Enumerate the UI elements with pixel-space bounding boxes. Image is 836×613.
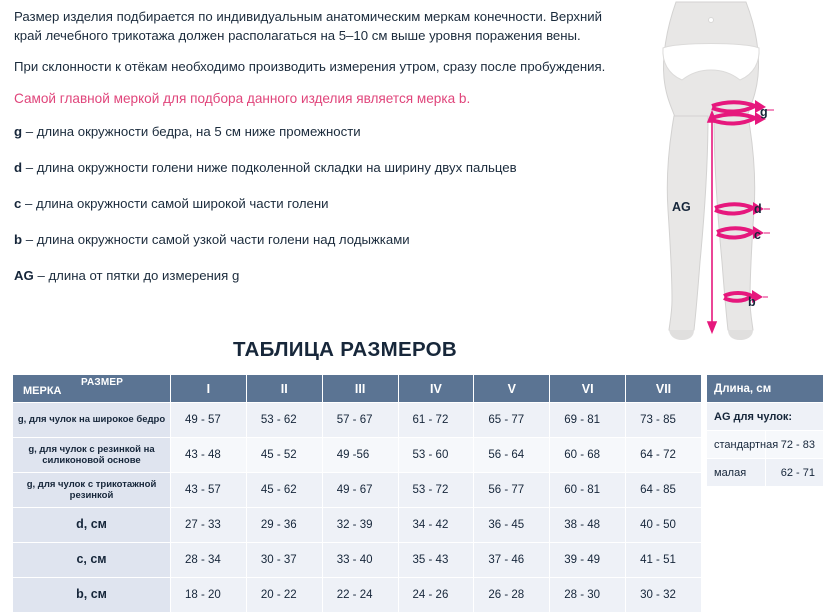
cell-value: 34 - 42 bbox=[398, 508, 474, 543]
ag-subheader: AG для чулок: bbox=[707, 403, 824, 431]
navel-dot bbox=[709, 18, 714, 23]
legs-measurement-illustration bbox=[614, 0, 836, 348]
cell-value: 38 - 48 bbox=[550, 508, 626, 543]
intro-paragraph-1: Размер изделия подбирается по индивидуальным анатомическим меркам конечности. Верхний край лечебного трикотажа должен располагаться на 5–10 см выше уровня поражения вены. bbox=[14, 9, 602, 43]
cell-value: 28 - 34 bbox=[171, 543, 247, 578]
definition-text: – длина от пятки до измерения g bbox=[33, 268, 240, 283]
definition-text: – длина окружности бедра, на 5 см ниже промежности bbox=[22, 124, 361, 139]
cell-value: 45 - 52 bbox=[246, 438, 322, 473]
sizes-table-head bbox=[13, 375, 702, 403]
cell-value: 18 - 20 bbox=[171, 578, 247, 613]
cell-value: 35 - 43 bbox=[398, 543, 474, 578]
cell-value: 60 - 68 bbox=[550, 438, 626, 473]
row-label: g, для чулок на широкое бедро bbox=[13, 403, 171, 438]
table-row bbox=[13, 508, 702, 543]
definition-item bbox=[14, 159, 614, 176]
table-row bbox=[13, 578, 702, 613]
cell-value: 33 - 40 bbox=[322, 543, 398, 578]
definition-key: b bbox=[14, 232, 23, 247]
column-header-7: VII bbox=[626, 375, 702, 403]
table-header-row bbox=[13, 375, 702, 403]
row-label: d, см bbox=[13, 508, 171, 543]
cell-value: 37 - 46 bbox=[474, 543, 550, 578]
ag-row-label: стандартная bbox=[707, 431, 766, 459]
cell-value: 49 - 57 bbox=[171, 403, 247, 438]
row-label: c, см bbox=[13, 543, 171, 578]
label-b: b bbox=[748, 295, 756, 309]
cell-value: 22 - 24 bbox=[322, 578, 398, 613]
row-label: b, см bbox=[13, 578, 171, 613]
column-header-3: III bbox=[322, 375, 398, 403]
ag-table-body bbox=[707, 403, 824, 487]
cell-value: 39 - 49 bbox=[550, 543, 626, 578]
intro-paragraph-2: При склонности к отёкам необходимо производить измерения утром, сразу после пробуждения. bbox=[14, 59, 606, 74]
definition-item bbox=[14, 231, 614, 248]
ag-row-value: 62 - 71 bbox=[765, 459, 824, 487]
cell-value: 27 - 33 bbox=[171, 508, 247, 543]
column-header-5: V bbox=[474, 375, 550, 403]
measurement-definitions bbox=[14, 123, 614, 284]
cell-value: 24 - 26 bbox=[398, 578, 474, 613]
definition-key: g bbox=[14, 124, 23, 139]
table-row bbox=[13, 473, 702, 508]
table-row bbox=[13, 403, 702, 438]
cell-value: 28 - 30 bbox=[550, 578, 626, 613]
table-row bbox=[707, 431, 824, 459]
label-ag: AG bbox=[672, 200, 691, 214]
definition-text: – длина окружности самой узкой части голени над лодыжками bbox=[22, 232, 410, 247]
ag-table-head bbox=[707, 375, 824, 403]
definition-key: d bbox=[14, 160, 23, 175]
row-label: g, для чулок с трикотажной резинкой bbox=[13, 473, 171, 508]
definition-item bbox=[14, 123, 614, 140]
cell-value: 43 - 57 bbox=[171, 473, 247, 508]
corner-label-size: РАЗМЕР bbox=[81, 377, 124, 388]
legs-figure-svg bbox=[614, 0, 836, 348]
cell-value: 49 - 67 bbox=[322, 473, 398, 508]
table-corner-header bbox=[13, 375, 171, 403]
cell-value: 69 - 81 bbox=[550, 403, 626, 438]
cell-value: 53 - 72 bbox=[398, 473, 474, 508]
ag-length-table bbox=[706, 374, 824, 487]
table-header-row bbox=[707, 375, 824, 403]
ag-row-label: малая bbox=[707, 459, 766, 487]
cell-value: 30 - 37 bbox=[246, 543, 322, 578]
label-d: d bbox=[754, 202, 762, 216]
label-g: g bbox=[760, 105, 768, 119]
column-header-2: II bbox=[246, 375, 322, 403]
cell-value: 49 -56 bbox=[322, 438, 398, 473]
cell-value: 73 - 85 bbox=[626, 403, 702, 438]
corner-label-measure: МЕРКА bbox=[23, 385, 62, 397]
sizes-table-body bbox=[13, 403, 702, 613]
cell-value: 53 - 62 bbox=[246, 403, 322, 438]
definition-item bbox=[14, 267, 614, 284]
table-row bbox=[13, 438, 702, 473]
cell-value: 64 - 72 bbox=[626, 438, 702, 473]
label-c: c bbox=[754, 228, 761, 242]
cell-value: 30 - 32 bbox=[626, 578, 702, 613]
cell-value: 32 - 39 bbox=[322, 508, 398, 543]
page-title: ТАБЛИЦА РАЗМЕРОВ bbox=[232, 338, 458, 361]
ag-row-value: 72 - 83 bbox=[765, 431, 824, 459]
definition-item bbox=[14, 195, 614, 212]
cell-value: 26 - 28 bbox=[474, 578, 550, 613]
cell-value: 60 - 81 bbox=[550, 473, 626, 508]
column-header-6: VI bbox=[550, 375, 626, 403]
intro-paragraph-highlight: Самой главной меркой для подбора данного изделия является мерка b. bbox=[14, 90, 471, 106]
cell-value: 36 - 45 bbox=[474, 508, 550, 543]
definition-key: c bbox=[14, 196, 22, 211]
row-label: g, для чулок с резинкой на силиконовой основе bbox=[13, 438, 171, 473]
definition-key: AG bbox=[14, 268, 34, 283]
table-row bbox=[13, 543, 702, 578]
definition-text: – длина окружности голени ниже подколенной складки на ширину двух пальцев bbox=[22, 160, 517, 175]
cell-value: 65 - 77 bbox=[474, 403, 550, 438]
cell-value: 20 - 22 bbox=[246, 578, 322, 613]
cell-value: 29 - 36 bbox=[246, 508, 322, 543]
ag-column-header: Длина, см bbox=[707, 375, 824, 403]
column-header-1: I bbox=[171, 375, 247, 403]
table-row bbox=[707, 459, 824, 487]
cell-value: 57 - 67 bbox=[322, 403, 398, 438]
column-header-4: IV bbox=[398, 375, 474, 403]
definition-text: – длина окружности самой широкой части голени bbox=[21, 196, 329, 211]
cell-value: 43 - 48 bbox=[171, 438, 247, 473]
cell-value: 56 - 77 bbox=[474, 473, 550, 508]
sizes-table bbox=[12, 374, 702, 613]
instructions-column bbox=[14, 8, 614, 303]
cell-value: 41 - 51 bbox=[626, 543, 702, 578]
cell-value: 61 - 72 bbox=[398, 403, 474, 438]
cell-value: 40 - 50 bbox=[626, 508, 702, 543]
cell-value: 64 - 85 bbox=[626, 473, 702, 508]
cell-value: 56 - 64 bbox=[474, 438, 550, 473]
cell-value: 53 - 60 bbox=[398, 438, 474, 473]
cell-value: 45 - 62 bbox=[246, 473, 322, 508]
table-row bbox=[707, 403, 824, 431]
